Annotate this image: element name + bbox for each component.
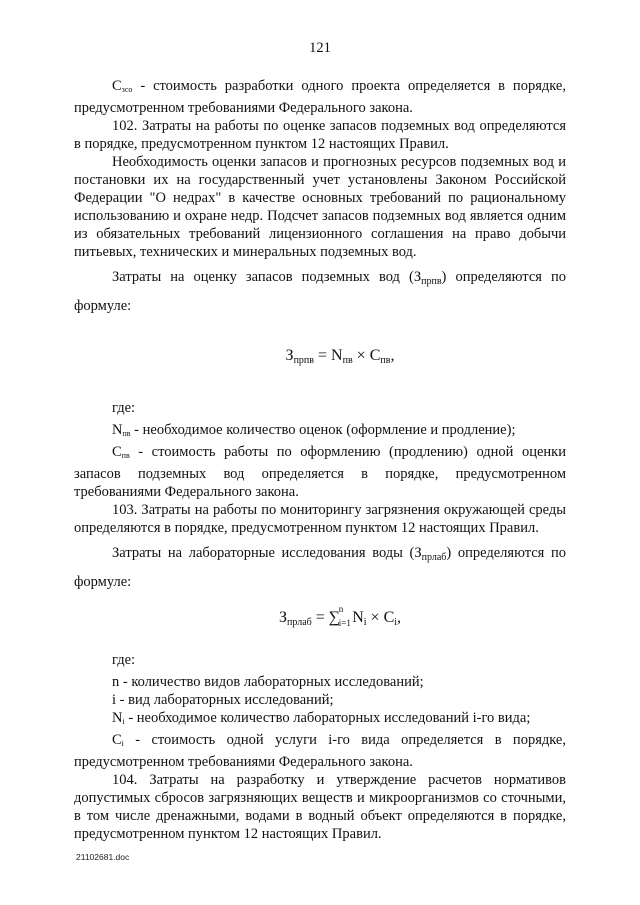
where-label-1: где: <box>112 400 136 416</box>
formula-groundwater-assessment: $З_{прпв} = N_{пв} \times С_{пв}$, <box>285 347 395 366</box>
paragraph-104: 104. Затраты на разработку и утверждение расчетов нормативов допустимых сбросов загрязняющих веществ и микроорганизмов со сточными, в том числе дренажными, водами в водный объект определяются в порядке, предусмотренном пунктом 12 настоящих Правил. <box>74 772 566 842</box>
document-footer: 21102681.doc <box>76 852 130 862</box>
where-label-2: где: <box>112 652 136 668</box>
formula-lab-research: $З_{прлаб}$ = ∑ n i=1 $N_i \times C_i$, <box>278 604 402 628</box>
definition-c-i: Ci - стоимость одной услуги i-го вида определяется в порядке, предусмотренном требованиями Федерального закона. <box>74 732 566 770</box>
document-body <box>74 77 566 843</box>
paragraph-cost-intro: Затраты на оценку запасов подземных вод $(З_{прпв})$ определяются по формуле: <box>74 269 566 314</box>
sum-symbol: ∑ n i=1 <box>328 604 351 628</box>
definition-c-pv: Спв - стоимость работы по оформлению (продлению) одной оценки запасов подземных вод определяется в порядке, предусмотренном требованиями Федерального закона. <box>74 444 566 500</box>
definition-n-pv: Nпв - необходимое количество оценок (оформление и продление); <box>112 422 516 438</box>
paragraph-103: 103. Затраты на работы по мониторингу загрязнения окружающей среды определяются в порядке, предусмотренном пунктом 12 настоящих Правил. <box>74 502 566 536</box>
paragraph-102: 102. Затраты на работы по оценке запасов подземных вод определяются в порядке, предусмотренном пунктом 12 настоящих Правил. <box>74 118 566 152</box>
paragraph-necessity: Необходимость оценки запасов и прогнозных ресурсов подземных вод и постановки их на государственный учет установлены Законом Российской Федерации "О недрах" в качестве основных требований по рациональному использованию и охране недр. Подсчет запасов подземных вод является одним из обязательных требований лицензионного соглашения на право добычи питьевых, технических и минеральных подземных вод. <box>74 154 566 260</box>
definition-i: i - вид лабораторных исследований; <box>112 692 334 708</box>
definition-c-zso: Сзсо - стоимость разработки одного проекта определяется в порядке, предусмотренном требованиями Федерального закона. <box>74 78 566 116</box>
page-number: 121 <box>309 40 331 56</box>
paragraph-lab-intro: Затраты на лабораторные исследования воды $(З_{прлаб})$ определяются по формуле: <box>74 545 566 590</box>
definition-n: n - количество видов лабораторных исследований; <box>112 674 424 690</box>
definition-n-i: Ni - необходимое количество лабораторных исследований i-го вида; <box>112 710 531 726</box>
